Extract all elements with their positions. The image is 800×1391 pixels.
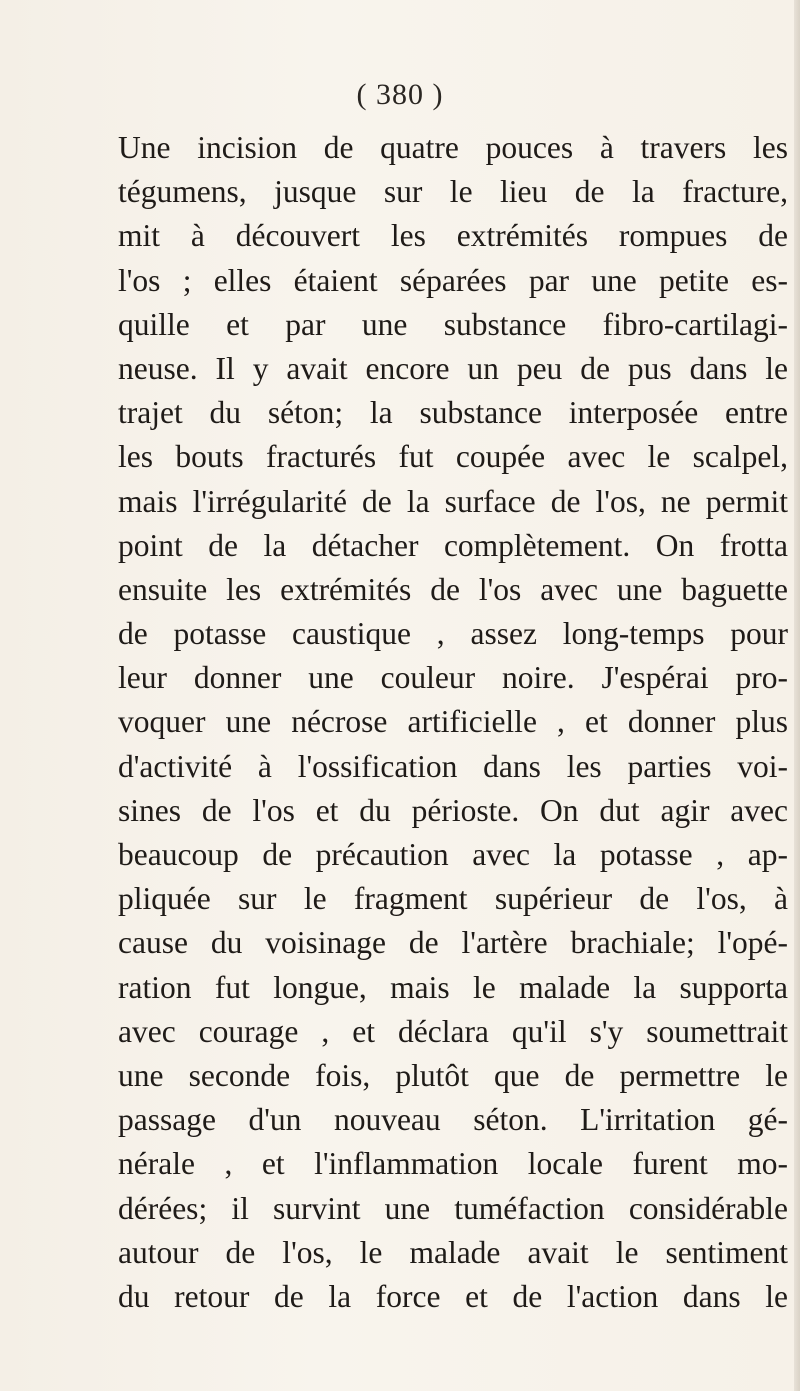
text-line: pliquée sur le fragment supérieur de l'os, à [118,881,788,917]
text-line: Une incision de quatre pouces à travers les [118,130,788,165]
text-line: cause du voisinage de l'artère brachiale; l'opé- [118,925,788,961]
text-line: les bouts fracturés fut coupée avec le scalpel, [118,439,788,475]
text-line: point de la détacher complètement. On frotta [118,527,788,563]
text-line: quille et par une substance fibro-cartilagi- [118,306,788,342]
text-line: l'os ; elles étaient séparées par une petite es- [118,262,788,298]
text-line: tégumens, jusque sur le lieu de la fracture, [118,174,788,210]
text-line: avec courage , et déclara qu'il s'y soumettrait [118,1013,788,1049]
text-line: leur donner une couleur noire. J'espérai pro- [118,660,788,696]
text-line: d'activité à l'ossification dans les parties voi- [118,748,788,784]
text-line: passage d'un nouveau séton. L'irritation gé- [118,1102,788,1138]
text-line: dérées; il survint une tuméfaction considérable [118,1190,788,1226]
page-edge [794,0,800,1391]
text-line: voquer une nécrose artificielle , et donner plus [118,704,788,740]
text-line: mais l'irrégularité de la surface de l'os, ne permit [118,483,788,519]
text-line: nérale , et l'inflammation locale furent mo- [118,1146,788,1182]
text-line: beaucoup de précaution avec la potasse , ap- [118,837,788,872]
text-line: de potasse caustique , assez long-temps pour [118,616,788,652]
text-line: trajet du séton; la substance interposée entre [118,395,788,431]
text-line: mit à découvert les extrémités rompues de [118,218,788,254]
text-line: autour de l'os, le malade avait le sentiment [118,1234,788,1270]
body-text [118,126,788,1319]
text-line: ensuite les extrémités de l'os avec une baguette [118,571,788,607]
text-line: ration fut longue, mais le malade la supporta [118,969,788,1005]
text-line: sines de l'os et du périoste. On dut agir avec [118,792,788,828]
page-number: ( 380 ) [356,78,444,111]
text-line: une seconde fois, plutôt que de permettre le [118,1057,788,1093]
text-line: neuse. Il y avait encore un peu de pus dans le [118,350,788,386]
text-line: du retour de la force et de l'action dans le [118,1278,788,1314]
